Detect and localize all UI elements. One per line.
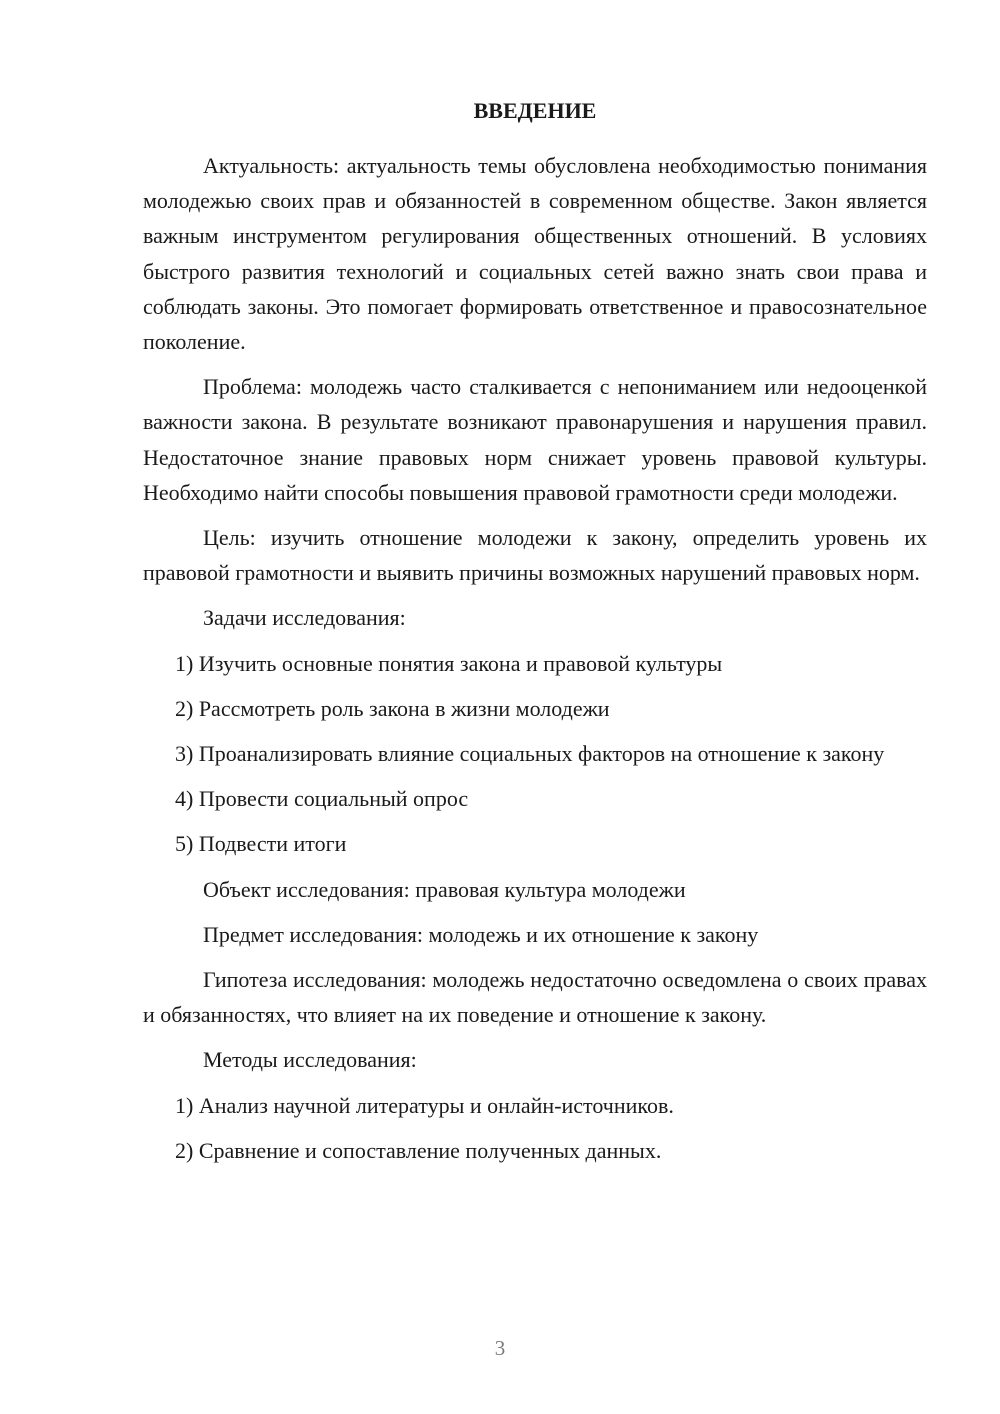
task-item-3: 3) Проанализировать влияние социальных факторов на отношение к закону — [175, 741, 885, 767]
task-item-2: 2) Рассмотреть роль закона в жизни молодежи — [175, 695, 610, 721]
goal-paragraph: Цель: изучить отношение молодежи к закону, определить уровень их правовой грамотности и выявить причины возможных нарушений правовых норм. — [143, 525, 927, 586]
research-object: Объект исследования: правовая культура молодежи — [203, 876, 686, 902]
task-item-1: 1) Изучить основные понятия закона и правовой культуры — [175, 650, 723, 676]
tasks-title: Задачи исследования: — [203, 605, 406, 631]
page-number: 3 — [494, 1336, 506, 1360]
relevance-paragraph: Актуальность: актуальность темы обусловлена необходимостью понимания молодежью своих прав и обязанностей в современном обществе. Закон является важным инструментом регулирования общественных отношений. В условиях быстрого развития технологий и социальных сетей важно знать свои права и соблюдать законы. Это помогает формировать ответственное и правосознательное поколение. — [143, 153, 927, 355]
problem-paragraph: Проблема: молодежь часто сталкивается с непониманием или недооценкой важности закона. В результате возникают правонарушения и нарушения правил. Недостаточное знание правовых норм снижает уровень правовой культуры. Необходимо найти способы повышения правовой грамотности среди молодежи. — [143, 374, 927, 505]
methods-title: Методы исследования: — [203, 1047, 417, 1073]
task-item-5: 5) Подвести итоги — [175, 831, 347, 857]
method-item-2: 2) Сравнение и сопоставление полученных данных. — [175, 1137, 662, 1163]
method-item-1: 1) Анализ научной литературы и онлайн-источников. — [175, 1092, 674, 1118]
hypothesis-paragraph: Гипотеза исследования: молодежь недостаточно осведомлена о своих правах и обязанностях, что влияет на их поведение и отношение к закону. — [143, 967, 927, 1028]
task-item-4: 4) Провести социальный опрос — [175, 786, 469, 812]
section-heading: ВВЕДЕНИЕ — [473, 98, 597, 123]
research-subject: Предмет исследования: молодежь и их отношение к закону — [203, 921, 759, 947]
